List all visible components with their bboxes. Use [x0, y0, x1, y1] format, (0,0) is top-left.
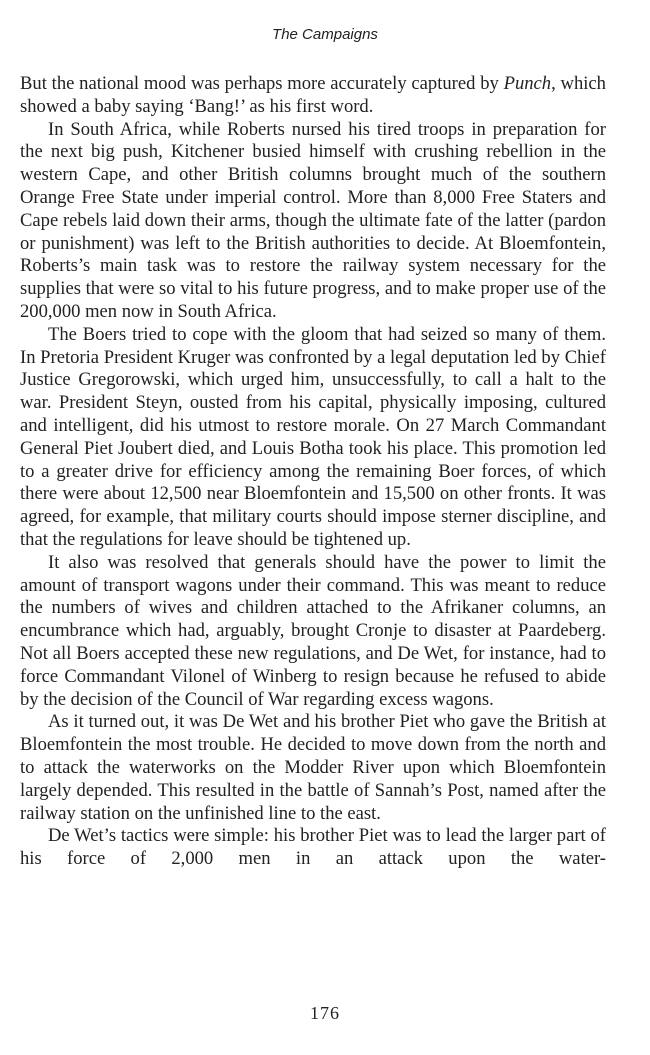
body-text [20, 73, 606, 871]
paragraph-1-text-a: But the national mood was perhaps more accurately captured by [20, 73, 504, 94]
paragraph-1 [20, 73, 606, 119]
paragraph-2: In South Africa, while Roberts nursed his tired troops in preparation for the next big push, Kitchener busied himself with crushing rebellion in the western Cape, and other British columns brought much of the southern Orange Free State under imperial control. More than 8,000 Free Staters and Cape rebels laid down their arms, though the ultimate fate of the latter (pardon or punishment) was left to the British authorities to decide. At Bloemfontein, Roberts’s main task was to restore the railway system necessary for the supplies that were so vital to his future progress, and to make proper use of the 200,000 men now in South Africa. [20, 118, 606, 322]
paragraph-3: The Boers tried to cope with the gloom that had seized so many of them. In Pretoria President Kruger was confronted by a legal deputation led by Chief Justice Gregorowski, which urged him, unsuccessfully, to call a halt to the war. President Steyn, ousted from his capital, physically imposing, cultured and intelligent, did his utmost to restore morale. On 27 March Commandant General Piet Joubert died, and Louis Botha took his place. This promotion led to a greater drive for efficiency among the remaining Boer forces, of which there were about 12,500 near Bloemfontein and 15,500 on other fronts. It was agreed, for example, that military courts should impose sterner discipline, and that the regulations for leave should be tightened up. [20, 323, 606, 550]
paragraph-6: De Wet’s tactics were simple: his brother Piet was to lead the larger part of his force of 2,000 men in an attack upon the water- [20, 825, 606, 870]
paragraph-5: As it turned out, it was De Wet and his brother Piet who gave the British at Bloemfontein the most trouble. He decided to move down from the north and to attack the waterworks on the Modder River upon which Bloemfontein largely depended. This resulted in the battle of Sannah’s Post, named after the railway station on the unfinished line to the east. [20, 711, 606, 824]
publication-title-punch: Punch [503, 73, 552, 94]
running-head: The Campaigns [272, 26, 378, 43]
paragraph-4: It also was resolved that generals should have the power to limit the amount of transport wagons under their command. This was meant to reduce the numbers of wives and children attached to the Afrikaner columns, an encumbrance which had, arguably, brought Cronje to disaster at Paardeberg. Not all Boers accepted these new regulations, and De Wet, for instance, had to force Commandant Vilonel of Winberg to resign because he refused to abide by the decision of the Council of War regarding excess wagons. [20, 551, 606, 710]
paragraph-1-text-b: , which showed a baby saying ‘Bang!’ as his first word. [20, 73, 606, 117]
page-number: 176 [310, 1003, 340, 1023]
